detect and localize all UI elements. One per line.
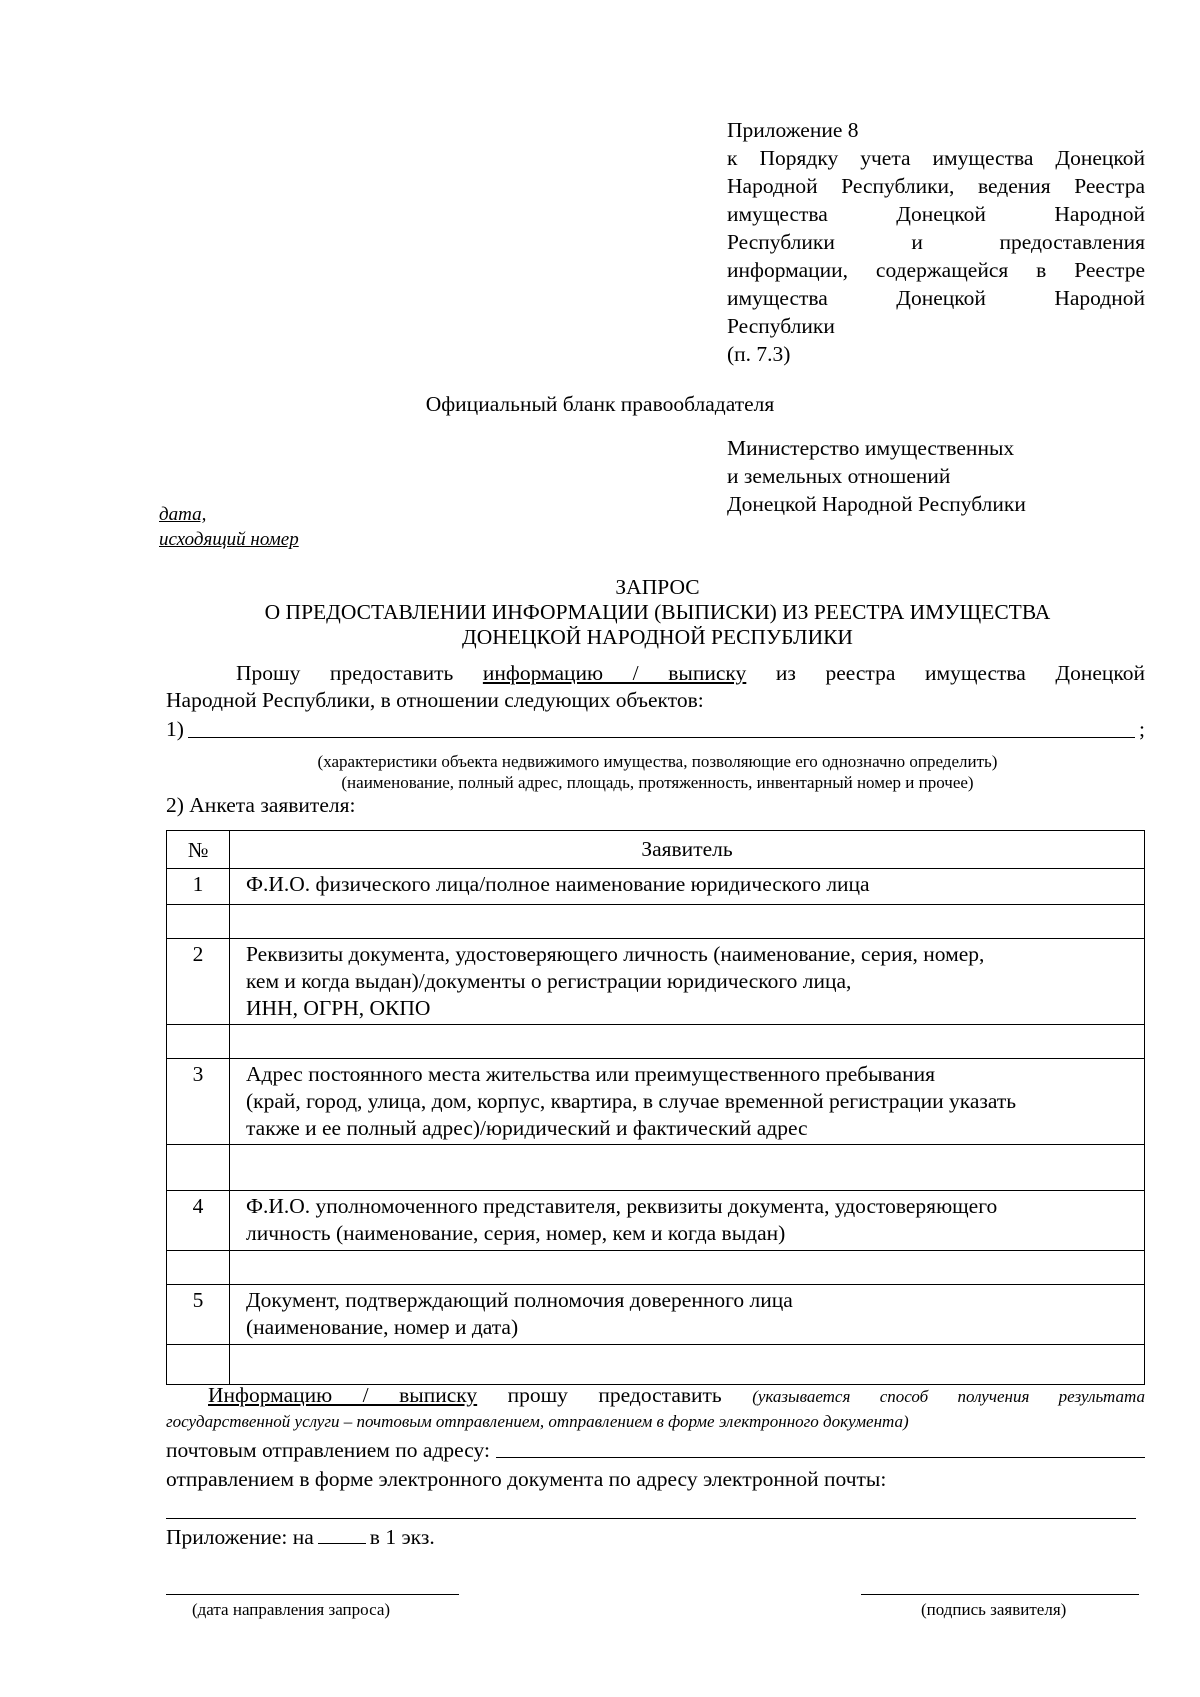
object-hint-1: (характеристики объекта недвижимого имущества, позволяющие его однозначно определить) (317, 752, 998, 771)
row-label (230, 1285, 1145, 1345)
row-label-line: Документ, подтверждающий полномочия доверенного лица (246, 1288, 793, 1312)
table-row (167, 1059, 1145, 1145)
date-outgoing-block (159, 502, 299, 552)
appendix-text-line: имущества Донецкой Народной (727, 202, 1145, 226)
title-line: ДОНЕЦКОЙ НАРОДНОЙ РЕСПУБЛИКИ (462, 625, 853, 649)
attachment-pages-blank[interactable] (318, 1542, 366, 1544)
title-line: ЗАПРОС (615, 575, 700, 599)
intro-text: Прошу предоставить (236, 661, 483, 685)
table-row (167, 1285, 1145, 1345)
entry-num-cell (167, 905, 230, 939)
object-hint-2: (наименование, полный адрес, площадь, протяженность, инвентарный номер и прочее) (341, 773, 974, 792)
document-title (0, 575, 1200, 650)
row-label-line: (край, город, улица, дом, корпус, квартира, в случае временной регистрации указать (246, 1089, 1017, 1113)
row-label-line: ИНН, ОГРН, ОКПО (246, 996, 431, 1020)
row-label (230, 869, 1145, 905)
row-label (230, 939, 1145, 1025)
method-head (166, 1383, 1145, 1409)
appendix-text-line: имущества Донецкой Народной (727, 286, 1145, 310)
table-entry-row[interactable] (167, 1025, 1145, 1059)
object-entry-line (166, 717, 1145, 742)
date-sent-label: (дата направления запроса) (192, 1600, 391, 1619)
title-line: О ПРЕДОСТАВЛЕНИИ ИНФОРМАЦИИ (ВЫПИСКИ) ИЗ РЕЕСТРА ИМУЩЕСТВА (264, 600, 1051, 624)
row-label-line: Ф.И.О. уполномоченного представителя, реквизиты документа, удостоверяющего (246, 1194, 998, 1218)
entry-cell[interactable] (230, 1145, 1145, 1191)
signature-label: (подпись заявителя) (921, 1600, 1067, 1619)
entry-cell[interactable] (230, 1345, 1145, 1385)
row-label-line: кем и когда выдан)/документы о регистрации юридического лица, (246, 969, 852, 993)
method-underlined: Информацию / выписку (208, 1383, 478, 1407)
row-number: 4 (167, 1191, 230, 1251)
recipient-line: Министерство имущественных (727, 436, 1015, 460)
col-num-header: № (167, 831, 230, 869)
intro-underlined: информацию / выписку (482, 661, 747, 685)
table-entry-row[interactable] (167, 1145, 1145, 1191)
entry-num-cell (167, 1251, 230, 1285)
outgoing-number-label: исходящий номер (159, 529, 299, 550)
object-number: 1) (166, 717, 184, 741)
table-header (167, 831, 1145, 869)
email-row (166, 1467, 1145, 1492)
object-end: ; (1139, 717, 1145, 741)
table-entry-row[interactable] (167, 1345, 1145, 1385)
intro-line-2: Народной Республики, в отношении следующих объектов: (166, 688, 704, 712)
recipient-line: Донецкой Народной Республики (727, 492, 1026, 516)
official-blank-title: Официальный бланк правообладателя (425, 392, 775, 416)
row-number: 3 (167, 1059, 230, 1145)
entry-cell[interactable] (230, 905, 1145, 939)
recipient-line: и земельных отношений (727, 464, 951, 488)
recipient-block (727, 434, 1026, 518)
table-row (167, 1191, 1145, 1251)
row-number: 2 (167, 939, 230, 1025)
postal-address-blank[interactable] (496, 1456, 1145, 1458)
anketa-label: 2) Анкета заявителя: (166, 793, 356, 817)
row-label-line: личность (наименование, серия, номер, кем и когда выдан) (246, 1221, 786, 1245)
request-intro (166, 660, 1145, 714)
row-label-line: (наименование, номер и дата) (246, 1315, 519, 1339)
attachment-copies: в 1 экз. (369, 1525, 435, 1549)
table-entry-row[interactable] (167, 905, 1145, 939)
intro-text: из реестра имущества Донецкой (746, 661, 1145, 685)
applicant-table (166, 830, 1145, 1385)
attachment-line (166, 1525, 435, 1550)
appendix-header (727, 116, 1145, 368)
date-sent-blank[interactable] (166, 1594, 459, 1595)
postal-row (166, 1438, 1145, 1463)
col-applicant-header: Заявитель (230, 831, 1145, 869)
entry-num-cell (167, 1145, 230, 1191)
attachment-label: Приложение: на (166, 1525, 314, 1549)
row-number: 5 (167, 1285, 230, 1345)
row-label (230, 1191, 1145, 1251)
intro-line (166, 660, 1145, 687)
appendix-clause: (п. 7.3) (727, 342, 791, 366)
appendix-number: Приложение 8 (727, 118, 859, 142)
appendix-text-line: информации, содержащейся в Реестре (727, 258, 1145, 282)
row-label-line: Реквизиты документа, удостоверяющего личность (наименование, серия, номер, (246, 942, 985, 966)
method-note: (указывается способ получения результата (752, 1387, 1145, 1406)
entry-num-cell (167, 1025, 230, 1059)
delivery-method-block (166, 1383, 1145, 1492)
method-text: прошу предоставить (477, 1383, 753, 1407)
row-label-line: также и ее полный адрес)/юридический и фактический адрес (246, 1116, 808, 1140)
table-row (167, 939, 1145, 1025)
method-note-2: государственной услуги – почтовым отправлением, отправлением в форме электронного документа) (166, 1412, 909, 1431)
row-label-line: Ф.И.О. физического лица/полное наименование юридического лица (246, 872, 870, 896)
appendix-text-line: Народной Республики, ведения Реестра (727, 174, 1145, 198)
row-label-line: Адрес постоянного места жительства или преимущественного пребывания (246, 1062, 935, 1086)
appendix-text-line: Республики (727, 314, 835, 338)
table-entry-row[interactable] (167, 1251, 1145, 1285)
appendix-text-line: к Порядку учета имущества Донецкой (727, 146, 1145, 170)
signature-blank[interactable] (861, 1594, 1139, 1595)
email-address-blank[interactable] (166, 1518, 1136, 1519)
appendix-text-line: Республики и предоставления (727, 230, 1145, 254)
entry-cell[interactable] (230, 1251, 1145, 1285)
row-label (230, 1059, 1145, 1145)
entry-cell[interactable] (230, 1025, 1145, 1059)
date-label: дата, (159, 504, 207, 525)
entry-num-cell (167, 1345, 230, 1385)
row-number: 1 (167, 869, 230, 905)
object-blank[interactable] (188, 736, 1135, 738)
email-label: отправлением в форме электронного документа по адресу электронной почты: (166, 1467, 887, 1491)
postal-label: почтовым отправлением по адресу: (166, 1438, 490, 1462)
table-row (167, 869, 1145, 905)
